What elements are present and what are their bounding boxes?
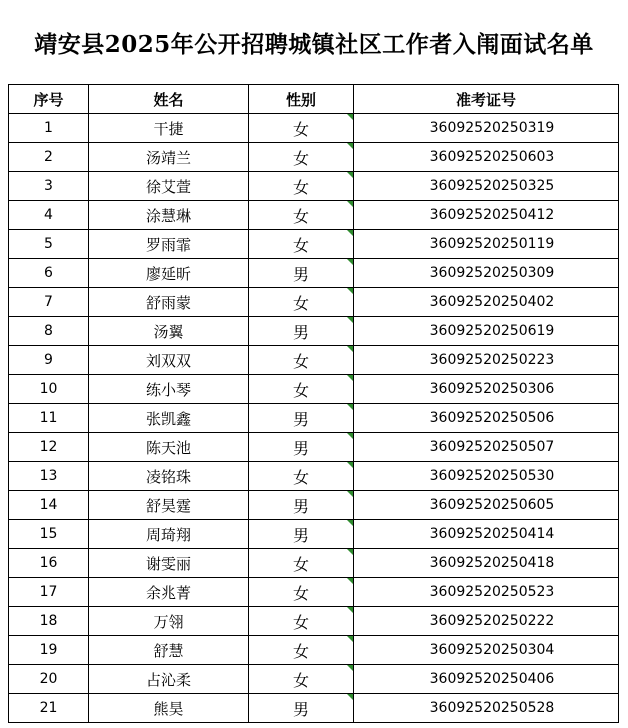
cell-name[interactable]: 徐艾萱 — [89, 172, 249, 201]
table-row — [9, 143, 619, 172]
exam-id-text: 36092520250319 — [429, 120, 555, 136]
cell-serial-number[interactable]: 18 — [9, 607, 89, 636]
table-row — [9, 375, 619, 404]
cell-gender[interactable]: 女 — [249, 172, 354, 201]
cell-exam-id[interactable] — [354, 549, 619, 578]
cell-serial-number[interactable]: 12 — [9, 433, 89, 462]
table-row — [9, 578, 619, 607]
cell-name[interactable]: 谢雯丽 — [89, 549, 249, 578]
exam-id-text: 36092520250603 — [429, 149, 555, 165]
cell-exam-id[interactable] — [354, 259, 619, 288]
cell-serial-number[interactable]: 1 — [9, 114, 89, 143]
table-row — [9, 520, 619, 549]
exam-id-text: 36092520250530 — [429, 468, 555, 484]
cell-name[interactable]: 熊昊 — [89, 694, 249, 723]
exam-id-text: 36092520250619 — [429, 323, 555, 339]
exam-id-text: 36092520250418 — [429, 555, 555, 571]
cell-name[interactable]: 汤翼 — [89, 317, 249, 346]
cell-exam-id[interactable] — [354, 520, 619, 549]
cell-serial-number[interactable]: 11 — [9, 404, 89, 433]
cell-gender[interactable]: 女 — [249, 665, 354, 694]
cell-exam-id[interactable] — [354, 433, 619, 462]
exam-id-text: 36092520250506 — [429, 410, 555, 426]
cell-name[interactable]: 舒雨蒙 — [89, 288, 249, 317]
cell-exam-id[interactable] — [354, 665, 619, 694]
cell-serial-number[interactable]: 2 — [9, 143, 89, 172]
cell-serial-number[interactable]: 21 — [9, 694, 89, 723]
cell-gender[interactable]: 男 — [249, 694, 354, 723]
cell-serial-number[interactable]: 17 — [9, 578, 89, 607]
exam-id-text: 36092520250325 — [429, 178, 555, 194]
cell-gender[interactable]: 女 — [249, 288, 354, 317]
table-row — [9, 346, 619, 375]
exam-id-text: 36092520250222 — [429, 613, 555, 629]
cell-exam-id[interactable] — [354, 114, 619, 143]
cell-gender[interactable]: 女 — [249, 114, 354, 143]
cell-serial-number[interactable]: 4 — [9, 201, 89, 230]
cell-name[interactable]: 凌铭珠 — [89, 462, 249, 491]
cell-gender[interactable]: 女 — [249, 201, 354, 230]
table-body — [9, 114, 619, 723]
cell-exam-id[interactable] — [354, 578, 619, 607]
cell-serial-number[interactable]: 6 — [9, 259, 89, 288]
cell-gender[interactable]: 男 — [249, 259, 354, 288]
cell-exam-id[interactable] — [354, 143, 619, 172]
exam-id-text: 36092520250223 — [429, 352, 555, 368]
header-row — [9, 85, 619, 114]
cell-gender[interactable]: 女 — [249, 375, 354, 404]
exam-id-text: 36092520250402 — [429, 294, 555, 310]
table-row — [9, 172, 619, 201]
cell-name[interactable]: 练小琴 — [89, 375, 249, 404]
table-row — [9, 288, 619, 317]
cell-serial-number[interactable]: 13 — [9, 462, 89, 491]
cell-exam-id[interactable] — [354, 288, 619, 317]
exam-id-text: 36092520250306 — [429, 381, 555, 397]
cell-gender[interactable]: 女 — [249, 636, 354, 665]
cell-exam-id[interactable] — [354, 636, 619, 665]
cell-gender[interactable]: 女 — [249, 549, 354, 578]
cell-name[interactable]: 舒昊霆 — [89, 491, 249, 520]
table-row — [9, 317, 619, 346]
cell-serial-number[interactable]: 14 — [9, 491, 89, 520]
cell-gender[interactable]: 女 — [249, 607, 354, 636]
cell-gender[interactable]: 女 — [249, 230, 354, 259]
cell-name[interactable]: 罗雨霏 — [89, 230, 249, 259]
cell-exam-id[interactable] — [354, 404, 619, 433]
cell-name[interactable]: 占沁柔 — [89, 665, 249, 694]
cell-name[interactable]: 汤靖兰 — [89, 143, 249, 172]
exam-id-text: 36092520250406 — [429, 671, 555, 687]
table-row — [9, 114, 619, 143]
cell-gender[interactable]: 男 — [249, 433, 354, 462]
table-row — [9, 259, 619, 288]
cell-gender[interactable]: 女 — [249, 346, 354, 375]
cell-gender[interactable]: 女 — [249, 462, 354, 491]
cell-serial-number[interactable]: 5 — [9, 230, 89, 259]
cell-name[interactable]: 余兆菁 — [89, 578, 249, 607]
exam-id-text: 36092520250304 — [429, 642, 555, 658]
table-row — [9, 491, 619, 520]
cell-exam-id[interactable] — [354, 172, 619, 201]
cell-name[interactable]: 干捷 — [89, 114, 249, 143]
cell-exam-id[interactable] — [354, 491, 619, 520]
exam-id-text: 36092520250523 — [429, 584, 555, 600]
cell-exam-id[interactable] — [354, 694, 619, 723]
table-row — [9, 549, 619, 578]
cell-gender[interactable]: 男 — [249, 317, 354, 346]
cell-gender[interactable]: 女 — [249, 578, 354, 607]
table-header — [9, 85, 619, 114]
page-title: 靖安县2025年公开招聘城镇社区工作者入闱面试名单 — [34, 31, 594, 58]
cell-name[interactable]: 廖延昕 — [89, 259, 249, 288]
table-row — [9, 694, 619, 723]
exam-id-text: 36092520250605 — [429, 497, 555, 513]
cell-serial-number[interactable]: 20 — [9, 665, 89, 694]
table-row — [9, 665, 619, 694]
cell-name[interactable]: 张凯鑫 — [89, 404, 249, 433]
cell-exam-id[interactable] — [354, 607, 619, 636]
exam-id-text: 36092520250507 — [429, 439, 555, 455]
cell-exam-id[interactable] — [354, 317, 619, 346]
cell-name[interactable]: 周琦翔 — [89, 520, 249, 549]
cell-name[interactable]: 万翎 — [89, 607, 249, 636]
interview-roster-table — [8, 84, 619, 723]
cell-name[interactable]: 陈天池 — [89, 433, 249, 462]
cell-serial-number[interactable]: 16 — [9, 549, 89, 578]
cell-gender[interactable]: 男 — [249, 491, 354, 520]
cell-exam-id[interactable] — [354, 375, 619, 404]
cell-name[interactable]: 舒慧 — [89, 636, 249, 665]
cell-serial-number[interactable]: 3 — [9, 172, 89, 201]
exam-id-text: 36092520250414 — [429, 526, 555, 542]
header-serial-number[interactable]: 序号 — [9, 85, 89, 114]
cell-serial-number[interactable]: 19 — [9, 636, 89, 665]
table-row — [9, 636, 619, 665]
table-row — [9, 230, 619, 259]
cell-serial-number[interactable]: 8 — [9, 317, 89, 346]
cell-name[interactable]: 刘双双 — [89, 346, 249, 375]
cell-exam-id[interactable] — [354, 346, 619, 375]
cell-exam-id[interactable] — [354, 462, 619, 491]
exam-id-text: 36092520250309 — [429, 265, 555, 281]
cell-serial-number[interactable]: 15 — [9, 520, 89, 549]
cell-serial-number[interactable]: 9 — [9, 346, 89, 375]
cell-gender[interactable]: 男 — [249, 520, 354, 549]
exam-id-text: 36092520250412 — [429, 207, 555, 223]
header-gender[interactable]: 性别 — [249, 85, 354, 114]
exam-id-text: 36092520250528 — [429, 700, 555, 716]
cell-exam-id[interactable] — [354, 230, 619, 259]
table-row — [9, 462, 619, 491]
table-row — [9, 433, 619, 462]
cell-serial-number[interactable]: 10 — [9, 375, 89, 404]
cell-serial-number[interactable]: 7 — [9, 288, 89, 317]
table-row — [9, 607, 619, 636]
cell-gender[interactable]: 男 — [249, 404, 354, 433]
cell-name[interactable]: 涂慧琳 — [89, 201, 249, 230]
table-row — [9, 201, 619, 230]
exam-id-text: 36092520250119 — [429, 236, 555, 252]
cell-gender[interactable]: 女 — [249, 143, 354, 172]
header-name[interactable]: 姓名 — [89, 85, 249, 114]
header-exam-id[interactable]: 准考证号 — [354, 85, 619, 114]
table-row — [9, 404, 619, 433]
cell-exam-id[interactable] — [354, 201, 619, 230]
